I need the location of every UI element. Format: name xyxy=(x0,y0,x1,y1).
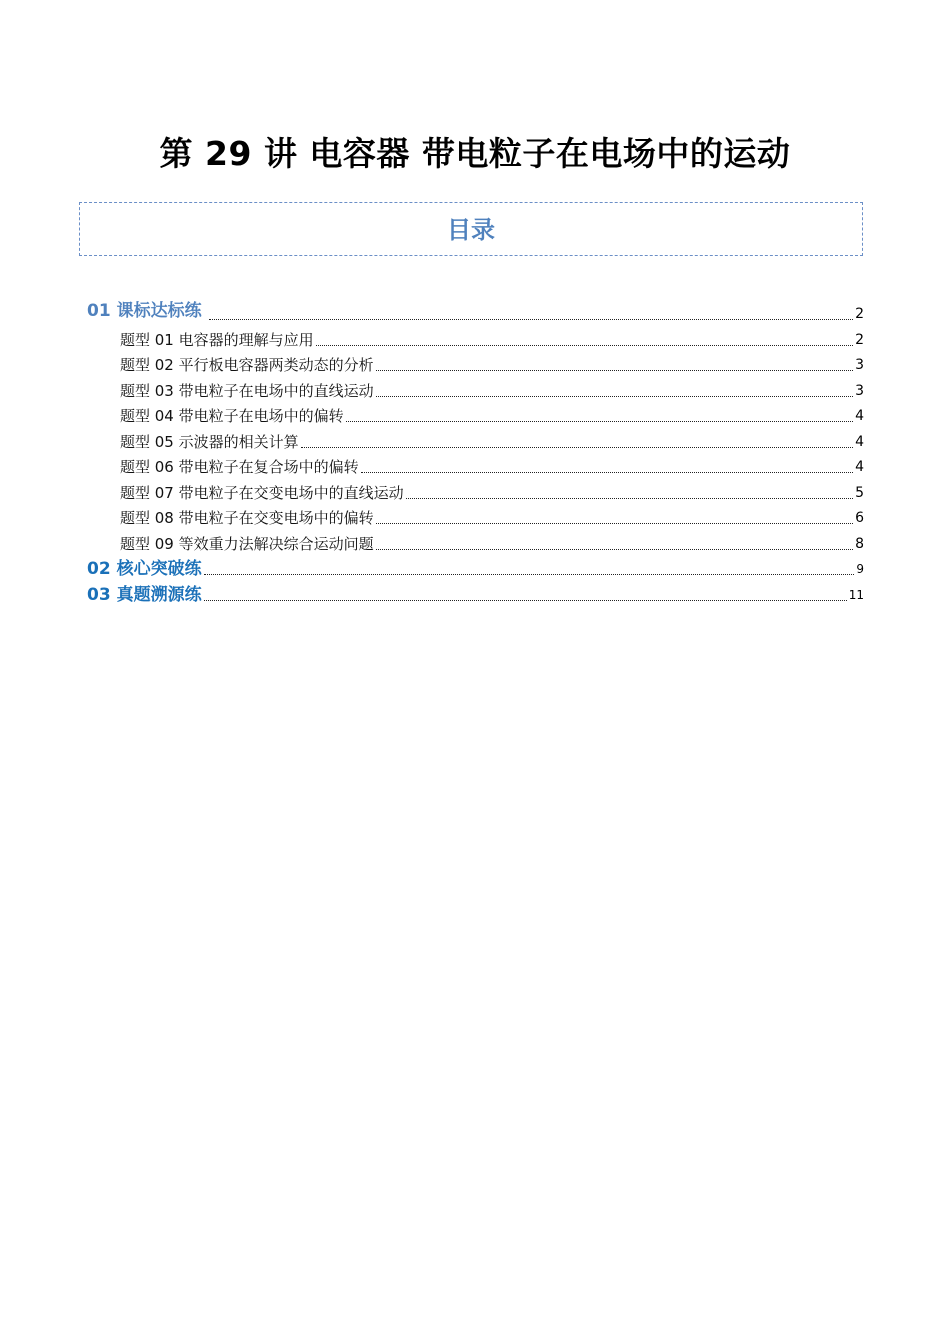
toc-leader-dots xyxy=(346,420,853,422)
toc-entry-page: 2 xyxy=(855,331,864,348)
toc-leader-dots xyxy=(204,573,855,575)
toc-leader-dots xyxy=(361,471,853,473)
toc-leader-dots xyxy=(301,446,853,448)
toc-entry-real-exam[interactable] xyxy=(87,579,864,605)
toc-leader-dots xyxy=(376,548,853,550)
toc-entry-type-07[interactable] xyxy=(87,477,864,503)
toc-entry-label: 题型 06 带电粒子在复合场中的偏转 xyxy=(120,458,359,476)
toc-entry-label: 题型 09 等效重力法解决综合运动问题 xyxy=(120,534,374,553)
toc-entry-type-01[interactable] xyxy=(87,324,864,350)
toc-entry-label: 03 真题溯源练 xyxy=(87,584,202,605)
toc-entry-page: 4 xyxy=(855,459,864,475)
toc-entry-course-standard[interactable] xyxy=(87,276,864,324)
toc-leader-dots xyxy=(376,395,853,397)
toc-entry-page: 5 xyxy=(855,484,864,501)
toc-entry-label: 题型 04 带电粒子在电场中的偏转 xyxy=(120,407,344,425)
page-title: 第 29 讲 电容器 带电粒子在电场中的运动 xyxy=(159,134,791,173)
toc-entry-label: 题型 05 示波器的相关计算 xyxy=(120,432,299,451)
toc-entry-type-03[interactable] xyxy=(87,375,864,401)
toc-heading-box xyxy=(79,202,863,256)
toc-leader-dots xyxy=(376,369,853,371)
toc-entry-label: 题型 03 带电粒子在电场中的直线运动 xyxy=(120,381,374,400)
toc-entry-page: 11 xyxy=(848,587,864,602)
toc-entry-page: 8 xyxy=(855,535,864,552)
toc-entry-page: 9 xyxy=(856,562,864,576)
toc-leader-dots xyxy=(376,522,853,524)
toc-leader-dots xyxy=(406,497,853,499)
toc-entry-page: 3 xyxy=(855,357,864,373)
toc-entry-page: 6 xyxy=(855,510,864,526)
toc-entry-label: 02 核心突破练 xyxy=(87,559,202,579)
toc-leader-dots xyxy=(209,318,853,320)
toc-entry-page: 4 xyxy=(855,433,864,450)
toc-entry-label: 题型 08 带电粒子在交变电场中的偏转 xyxy=(120,509,374,527)
toc-heading: 目录 xyxy=(447,216,495,244)
toc-entry-type-05[interactable] xyxy=(87,426,864,452)
toc-entry-page: 4 xyxy=(855,408,864,424)
toc-entry-label: 题型 07 带电粒子在交变电场中的直线运动 xyxy=(120,483,404,502)
toc-entry-core-breakthrough[interactable] xyxy=(87,554,864,580)
toc-entry-label: 题型 01 电容器的理解与应用 xyxy=(120,330,314,349)
toc-entry-type-08[interactable] xyxy=(87,503,864,529)
table-of-contents xyxy=(87,276,864,605)
toc-entry-type-04[interactable] xyxy=(87,401,864,427)
toc-entry-type-02[interactable] xyxy=(87,350,864,376)
toc-entry-type-09[interactable] xyxy=(87,528,864,554)
toc-leader-dots xyxy=(204,599,847,601)
toc-leader-dots xyxy=(316,344,853,346)
toc-entry-page: 3 xyxy=(855,382,864,399)
toc-entry-label: 01 课标达标练 xyxy=(87,299,207,324)
toc-entry-label: 题型 02 平行板电容器两类动态的分析 xyxy=(120,356,374,374)
toc-entry-page: 2 xyxy=(855,306,864,322)
toc-entry-type-06[interactable] xyxy=(87,452,864,478)
